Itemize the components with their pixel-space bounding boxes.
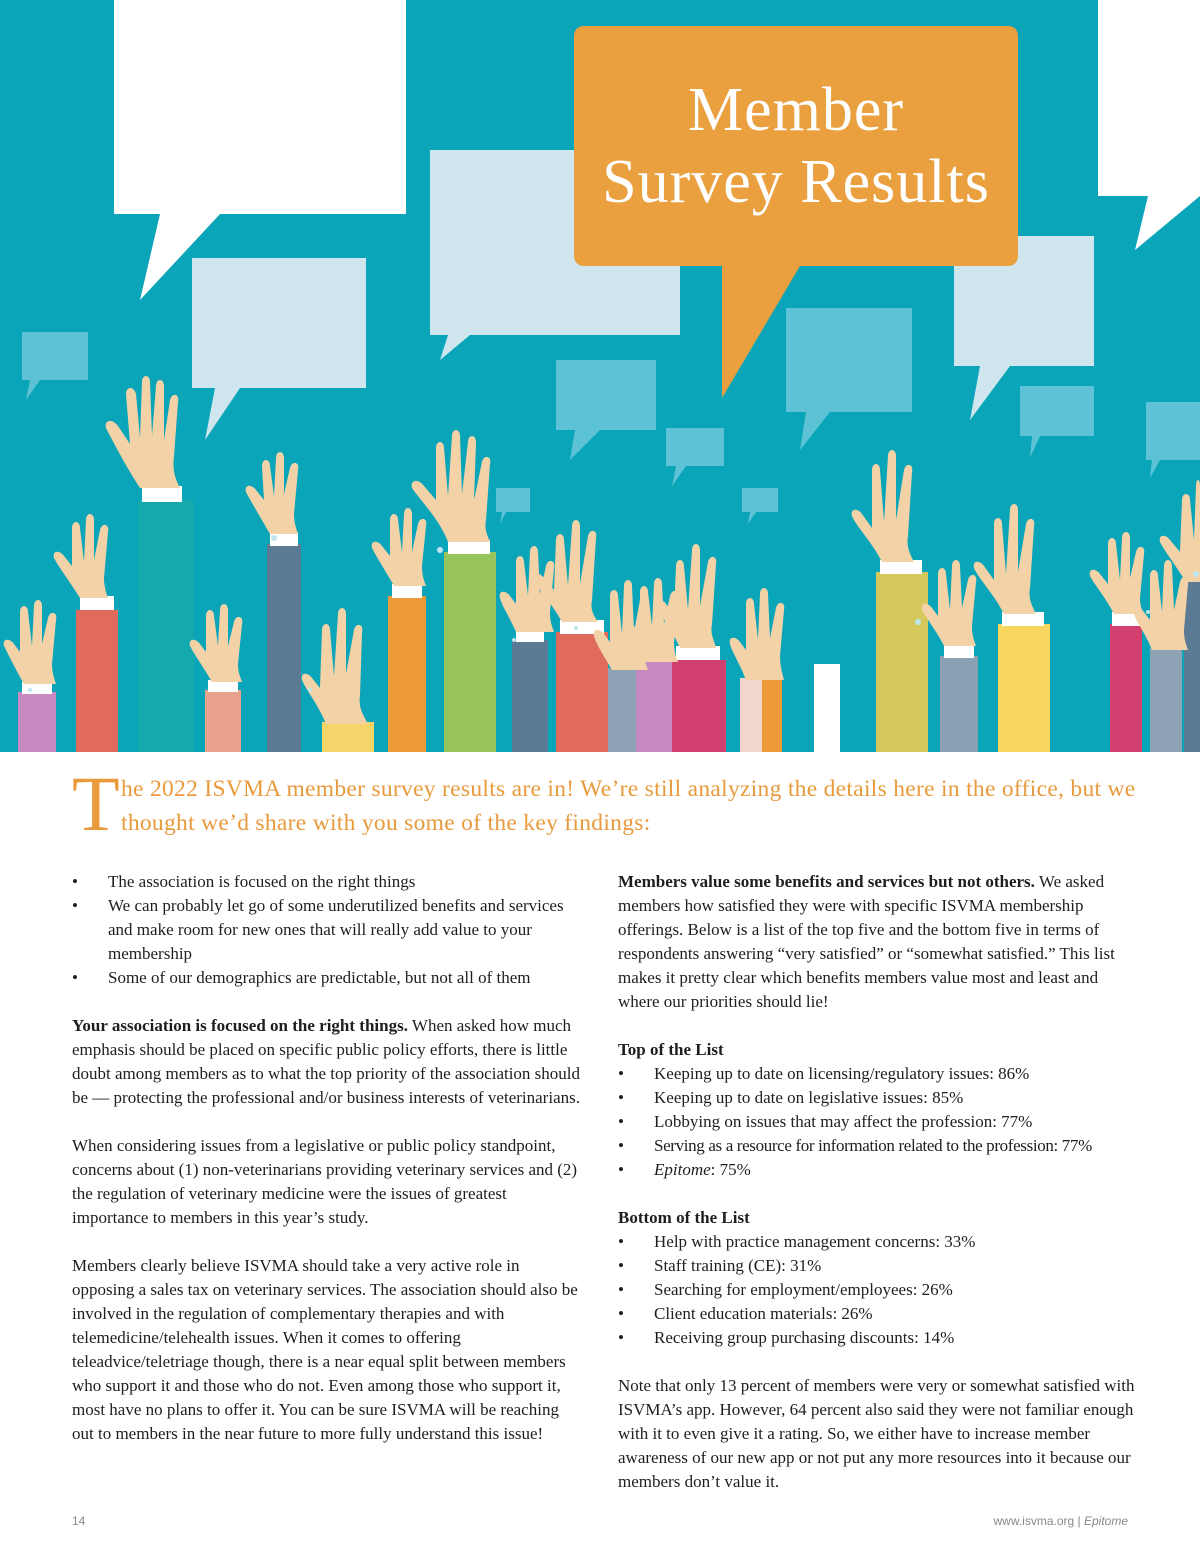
top-list-heading: Top of the List: [618, 1040, 724, 1059]
footer-site: [994, 1514, 1129, 1528]
list-item-text: Client education materials: 26%: [654, 1304, 873, 1323]
bullet-icon: •: [72, 896, 78, 915]
list-item-text: Some of our demographics are predictable, but not all of them: [108, 968, 531, 987]
list-item: [618, 1086, 1138, 1110]
list-item-text: : 75%: [710, 1160, 751, 1179]
list-item-text: Serving as a resource for information related to the profession: 77%: [654, 1136, 1092, 1155]
page-title-line-1: Member: [687, 76, 905, 144]
title-box: [574, 26, 1018, 266]
bullet-icon: •: [618, 1232, 624, 1251]
list-item: [72, 966, 584, 990]
list-item-text: Receiving group purchasing discounts: 14%: [654, 1328, 955, 1347]
bullet-icon: •: [618, 1112, 624, 1131]
bullet-icon: •: [72, 872, 78, 891]
list-item-text: We can probably let go of some underutilized benefits and services and make room for new ones that will really add value to your membership: [108, 896, 564, 963]
intro-text: he 2022 ISVMA member survey results are in! We’re still analyzing the details here in the office, but we thought we’d share with you some of the key findings:: [121, 776, 1136, 836]
list-item-text: Help with practice management concerns: 33%: [654, 1232, 976, 1251]
list-item-text: Searching for employment/employees: 26%: [654, 1280, 953, 1299]
page-title-line-2: Survey Results: [602, 148, 990, 216]
paragraph-text: When asked how much emphasis should be placed on specific public policy efforts, there is little doubt among members as to what the top priority of the association should be — protecting the professional and/or business interests of veterinarians.: [72, 1016, 581, 1107]
bullet-icon: •: [618, 1064, 624, 1083]
list-item: [618, 1230, 1138, 1254]
bullet-icon: •: [618, 1280, 624, 1299]
list-item-text: Keeping up to date on licensing/regulatory issues: 86%: [654, 1064, 1030, 1083]
bullet-icon: •: [618, 1136, 624, 1155]
footer-url: www.isvma.org |: [993, 1514, 1084, 1528]
bullet-icon: •: [72, 968, 78, 987]
bullet-icon: •: [618, 1328, 624, 1347]
hero-illustration: [0, 0, 1200, 752]
intro-paragraph: [72, 760, 1142, 847]
list-item: [618, 1254, 1138, 1278]
paragraph-focus: [72, 1014, 584, 1110]
paragraph-text: We asked members how satisfied they were with specific ISVMA membership offerings. Below is a list of the top five and the bottom five in terms of respondents answering “very satisfied” or “somewhat satisfied.” This list makes it pretty clear which benefits members value most and least and where our priorities should lie!: [618, 872, 1115, 1011]
bottom-list: [618, 1230, 1138, 1350]
bottom-list-heading: Bottom of the List: [618, 1208, 750, 1227]
paragraph-lead: Members value some benefits and services but not others.: [618, 872, 1035, 891]
list-item: [618, 1278, 1138, 1302]
list-item: [72, 894, 584, 966]
list-item: [618, 1158, 1138, 1182]
left-column: [72, 870, 584, 1446]
list-item: [618, 1302, 1138, 1326]
list-item: [618, 1062, 1138, 1086]
bullet-icon: •: [618, 1088, 624, 1107]
page-number: 14: [72, 1514, 86, 1528]
footer-publication: Epitome: [1083, 1514, 1128, 1528]
publication-name: Epitome: [654, 1160, 711, 1179]
list-item: [618, 1326, 1138, 1350]
list-item-text: The association is focused on the right things: [108, 872, 416, 891]
summary-bullet-list: [72, 870, 584, 990]
bullet-icon: •: [618, 1256, 624, 1275]
top-list: [618, 1062, 1138, 1182]
list-item-text: Keeping up to date on legislative issues: 85%: [654, 1088, 964, 1107]
list-item: [618, 1134, 1138, 1158]
list-item-text: Lobbying on issues that may affect the profession: 77%: [654, 1112, 1033, 1131]
paragraph-app: Note that only 13 percent of members were very or somewhat satisfied with ISVMA’s app. However, 64 percent also said they were not familiar enough with it to even give it a rating. So, we either have to increase member awareness of our new app or not put any more resources into it because our members don’t value it.: [618, 1376, 1135, 1491]
right-column: [618, 870, 1138, 1494]
list-item: [72, 870, 584, 894]
list-item-text: Staff training (CE): 31%: [654, 1256, 822, 1275]
drop-cap: T: [72, 760, 120, 847]
bullet-icon: •: [618, 1160, 624, 1179]
paragraph-legislative: When considering issues from a legislative or public policy standpoint, concerns about (1) non-veterinarians providing veterinary services and (2) the regulation of veterinary medicine were the issues of greatest importance to members in this year’s study.: [72, 1136, 578, 1227]
paragraph-lead: Your association is focused on the right things.: [72, 1016, 408, 1035]
paragraph-benefits: [618, 870, 1138, 1014]
bullet-icon: •: [618, 1304, 624, 1323]
list-item: [618, 1110, 1138, 1134]
paragraph-sales-tax: Members clearly believe ISVMA should take a very active role in opposing a sales tax on veterinary services. The association should also be involved in the regulation of complementary therapies and with telemedicine/telehealth issues. When it comes to offering teleadvice/teletriage though, there is a near equal split between members who support it and those who do not. Even among those who support it, most have no plans to offer it. You can be sure ISVMA will be reaching out to members in the near future to more fully understand this issue!: [72, 1256, 578, 1443]
